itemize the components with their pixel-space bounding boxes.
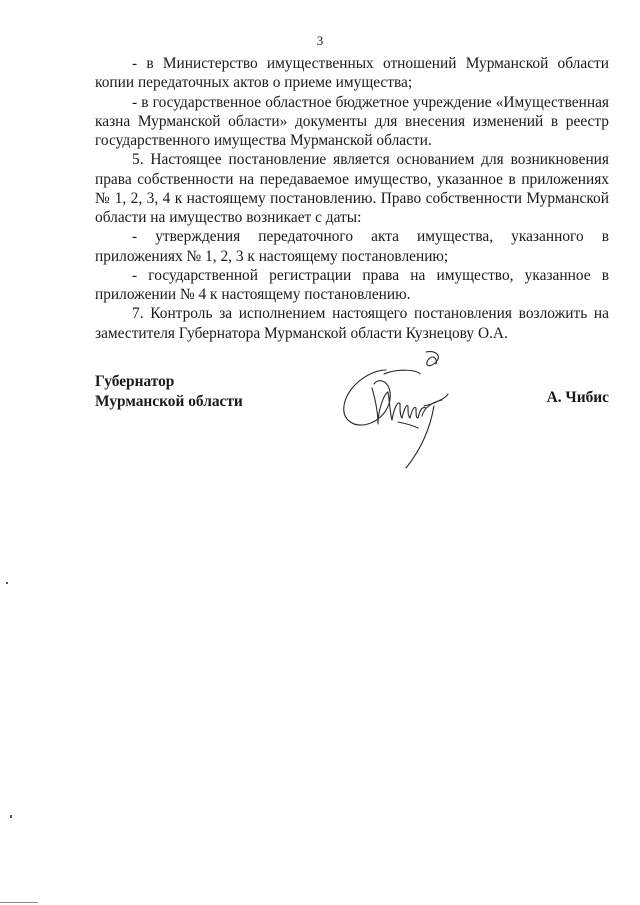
signatory-position-line1: Губернатор [95,373,175,390]
scan-margin-mark-upper [6,582,8,584]
paragraph-property-treasury: - в государственное областное бюджетное учреждение «Имущественная казна Мурманской области» документы для внесения изменений в реестр государственного имущества Мурманской области. [95,93,609,149]
signatory-position-line2: Мурманской области [95,393,243,410]
signatory-position [95,372,243,412]
paragraph-ministry-copies: - в Министерство имущественных отношений Мурманской области копии передаточных актов о приеме имущества; [95,55,609,92]
handwritten-signature [338,348,458,473]
scan-bottom-edge-line [0,902,38,903]
page-number: 3 [316,33,324,48]
paragraph-clause-7: 7. Контроль за исполнением настоящего постановления возложить на заместителя Губернатора Мурманской области Кузнецову О.А. [95,305,609,342]
document-body [95,54,609,343]
scan-margin-mark-lower [10,815,12,818]
paragraph-clause-5: 5. Настоящее постановление является основанием для возникновения права собственности на передаваемое имущество, указанное в приложениях № 1, 2, 3, 4 к настоящему постановлению. Право собственности Мурманской области на имущество возникает с даты: [95,151,609,226]
paragraph-transfer-act-date: - утверждения передаточного акта имущества, указанного в приложениях № 1, 2, 3 к настоящему постановлению; [95,228,609,265]
signatory-name: А. Чибис [546,389,609,406]
paragraph-registration-date: - государственной регистрации права на имущество, указанное в приложении № 4 к настоящему постановлению. [95,266,609,303]
